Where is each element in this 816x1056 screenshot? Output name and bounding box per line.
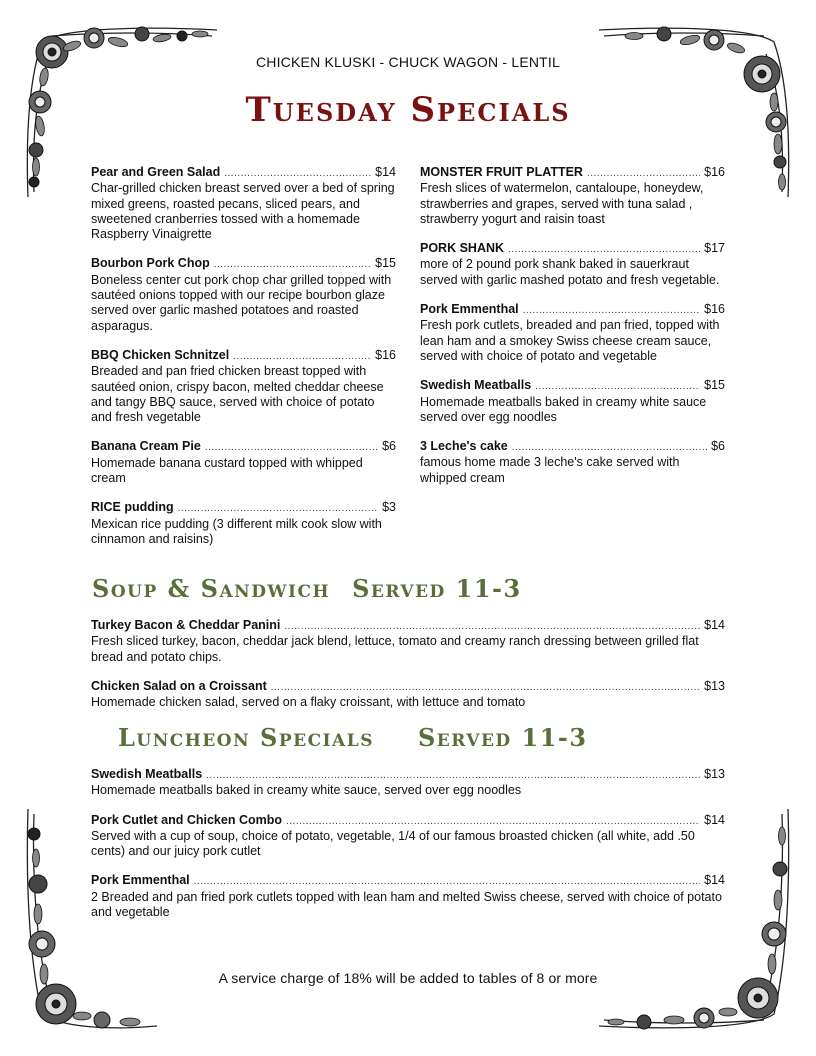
item-price: $14 <box>375 165 396 179</box>
item-description: Char-grilled chicken breast served over a bed of spring mixed greens, roasted pecans, sliced pears, and sweetened cranberries tossed with a homemade Raspberry Vinaigrette <box>91 181 395 242</box>
luncheon-served-hours: Served 11-3 <box>417 723 588 752</box>
item-name: Chicken Salad on a Croissant <box>91 678 267 693</box>
leader-dots <box>512 440 707 455</box>
item-description: famous home made 3 leche's cake served with whipped cream <box>420 455 680 485</box>
item-description: Homemade banana custard topped with whipped cream <box>91 455 363 486</box>
item-price: $6 <box>382 439 396 454</box>
item-name: MONSTER FRUIT PLATTER <box>420 165 583 179</box>
item-price: $13 <box>704 678 725 693</box>
item-price: $15 <box>704 378 725 393</box>
leader-dots <box>224 166 371 181</box>
tuesday-specials-title: Tuesday Specials <box>245 90 571 130</box>
soup-sandwich-title-label: Soup & Sandwich <box>92 574 331 603</box>
item-name: Turkey Bacon & Cheddar Panini <box>91 618 281 632</box>
menu-item <box>420 302 725 364</box>
menu-item <box>420 439 725 486</box>
item-price: $13 <box>704 767 725 781</box>
leader-dots <box>178 501 378 516</box>
tuesday-left-column <box>91 165 396 561</box>
luncheon-specials-title <box>118 723 588 752</box>
menu-item <box>91 165 396 242</box>
item-description: Fresh sliced turkey, bacon, cheddar jack blend, lettuce, tomato and creamy ranch dressing between grilled flat bread and potato chips. <box>91 634 699 664</box>
item-price: $14 <box>704 812 725 827</box>
leader-dots <box>535 379 700 394</box>
item-name: BBQ Chicken Schnitzel <box>91 347 230 362</box>
menu-item <box>91 439 396 486</box>
service-charge-note: A service charge of 18% will be added to tables of 8 or more <box>218 970 598 986</box>
menu-item <box>91 618 725 665</box>
item-description: Homemade meatballs baked in creamy white sauce served over egg noodles <box>420 394 707 424</box>
menu-item <box>91 256 396 333</box>
item-price: $17 <box>704 241 725 256</box>
luncheon-title-label: Luncheon Specials <box>118 723 374 752</box>
item-description: Served with a cup of soup, choice of potato, vegetable, 1/4 of our famous broasted chicken (all white, add .50 cents) and our juicy pork cutlet <box>91 828 695 859</box>
soup-sandwich-list <box>91 618 725 724</box>
menu-item <box>91 873 725 920</box>
leader-dots <box>233 349 371 364</box>
leader-dots <box>206 768 700 783</box>
item-price: $16 <box>704 302 725 317</box>
item-description: Fresh slices of watermelon, cantaloupe, honeydew, strawberries and grapes, served with tuna salad , strawberry yogurt and raisin toast <box>420 181 704 226</box>
item-description: 2 Breaded and pan fried pork cutlets topped with lean ham and melted Swiss cheese, served with choice of potato and vegetable <box>91 889 722 920</box>
item-name: Pear and Green Salad <box>91 165 221 179</box>
leader-dots <box>271 680 700 695</box>
menu-item <box>420 378 725 425</box>
item-description: Mexican rice pudding (3 different milk cook slow with cinnamon and raisins) <box>91 516 382 546</box>
menu-item <box>91 348 396 425</box>
item-description: Homemade meatballs baked in creamy white sauce, served over egg noodles <box>91 783 522 798</box>
luncheon-list <box>91 767 725 934</box>
item-description: Fresh pork cutlets, breaded and pan fried, topped with lean ham and a smokey Swiss cheese cream sauce, served with choice of potato and vegetable <box>420 318 720 363</box>
item-description: Homemade chicken salad, served on a flaky croissant, with lettuce and tomato <box>91 695 526 710</box>
menu-item <box>420 241 725 288</box>
item-price: $14 <box>704 873 725 888</box>
item-name: Banana Cream Pie <box>91 439 201 454</box>
item-name: PORK SHANK <box>420 241 505 256</box>
item-name: RICE pudding <box>91 500 174 515</box>
item-price: $6 <box>711 439 725 454</box>
item-name: Bourbon Pork Chop <box>91 256 210 271</box>
item-price: $16 <box>704 165 725 179</box>
item-price: $16 <box>375 347 396 362</box>
item-name: 3 Leche's cake <box>420 439 508 454</box>
menu-item <box>91 767 725 799</box>
leader-dots <box>214 257 371 272</box>
menu-item <box>91 813 725 860</box>
item-name: Pork Emmenthal <box>91 873 190 888</box>
item-description: more of 2 pound pork shank baked in sauerkraut served with garlic mashed potato and fresh vegetable. <box>420 257 720 287</box>
menu-item <box>420 165 725 227</box>
leader-dots <box>194 874 701 889</box>
soups-of-the-day: CHICKEN KLUSKI - CHUCK WAGON - LENTIL <box>255 54 561 70</box>
item-price: $14 <box>704 618 725 632</box>
item-name: Pork Cutlet and Chicken Combo <box>91 812 282 827</box>
leader-dots <box>587 166 700 181</box>
leader-dots <box>508 242 700 257</box>
menu-item <box>91 679 725 711</box>
soup-sandwich-served-hours: Served 11-3 <box>352 574 522 603</box>
leader-dots <box>286 814 700 829</box>
soup-sandwich-title <box>92 574 522 603</box>
leader-dots <box>523 303 701 318</box>
tuesday-right-column <box>420 165 725 500</box>
item-description: Breaded and pan fried chicken breast topped with sautéed onion, crispy bacon, melted cheddar cheese and tangy BBQ sauce, served with choice of potato and fresh vegetable <box>91 364 384 425</box>
item-description: Boneless center cut pork chop char grilled topped with sautéed onions topped with our recipe bourbon glaze served over garlic mashed potatoes and roasted asparagus. <box>91 272 392 333</box>
leader-dots <box>205 440 378 455</box>
menu-item <box>91 500 396 547</box>
item-name: Swedish Meatballs <box>420 378 532 393</box>
item-price: $3 <box>382 500 396 515</box>
item-name: Swedish Meatballs <box>91 767 203 781</box>
leader-dots <box>284 619 700 634</box>
item-name: Pork Emmenthal <box>420 302 519 317</box>
item-price: $15 <box>375 256 396 271</box>
